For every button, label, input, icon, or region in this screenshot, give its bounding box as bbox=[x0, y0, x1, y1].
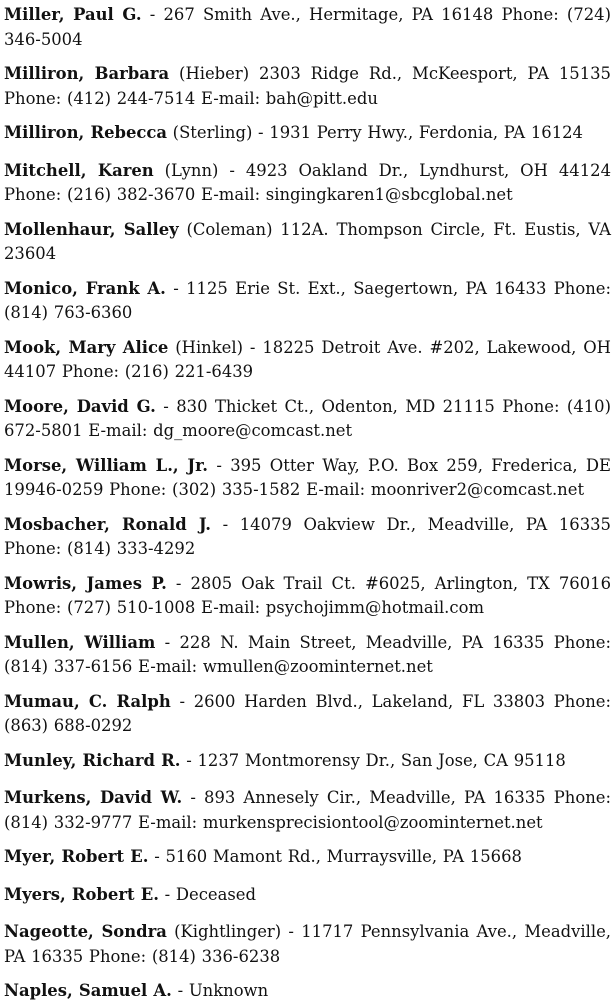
entry-name: Mook, Mary Alice bbox=[4, 337, 169, 357]
directory-entry bbox=[4, 62, 611, 111]
entry-name: Milliron, Barbara bbox=[4, 64, 170, 83]
entry-name: Miller, Paul G. bbox=[4, 5, 142, 24]
directory-entry bbox=[4, 159, 611, 208]
directory-entry bbox=[4, 572, 611, 621]
entry-details: - 1125 Erie St. Ext., Saegertown, PA 16433 Phone: (814) 763-6360 bbox=[4, 278, 611, 322]
entry-details: (Lynn) - 4923 Oakland Dr., Lyndhurst, OH 44124 Phone: (216) 382-3670 E-mail: singingkaren1@sbcglobal.net bbox=[4, 160, 612, 204]
directory-entry bbox=[4, 336, 611, 385]
entry-details: - 893 Annesely Cir., Meadville, PA 16335 Phone: (814) 332-9777 E-mail: murkensprecisiontool@zoominternet.net bbox=[4, 788, 611, 832]
entry-details: - Unknown bbox=[171, 981, 269, 1000]
entry-details: - 267 Smith Ave., Hermitage, PA 16148 Phone: (724) 346-5004 bbox=[4, 5, 611, 49]
entry-name: Mollenhaur, Salley bbox=[4, 219, 179, 239]
entry-name: Myer, Robert E. bbox=[4, 847, 149, 866]
directory-entry bbox=[4, 920, 611, 969]
directory-entry bbox=[4, 883, 611, 908]
directory-entry bbox=[4, 218, 611, 267]
entry-details: - Deceased bbox=[158, 884, 256, 904]
entry-name: Moore, David G. bbox=[4, 396, 156, 416]
directory-entry bbox=[4, 121, 611, 146]
directory-entry bbox=[4, 454, 611, 503]
entry-details: - 395 Otter Way, P.O. Box 259, Frederica, DE 19946-0259 Phone: (302) 335-1582 E-mail: moonriver2@comcast.net bbox=[4, 455, 612, 499]
entry-details: - 228 N. Main Street, Meadville, PA 16335 Phone: (814) 337-6156 E-mail: wmullen@zoominternet.net bbox=[4, 632, 611, 676]
directory-entry bbox=[4, 845, 611, 870]
entry-details: - 2600 Harden Blvd., Lakeland, FL 33803 Phone: (863) 688-0292 bbox=[4, 691, 611, 735]
entry-name: Mumau, C. Ralph bbox=[4, 691, 171, 711]
entry-details: (Hieber) 2303 Ridge Rd., McKeesport, PA 15135 Phone: (412) 244-7514 E-mail: bah@pitt.edu bbox=[4, 64, 611, 108]
entry-details: - 1237 Montmorensy Dr., San Jose, CA 95118 bbox=[180, 750, 566, 770]
entry-name: Murkens, David W. bbox=[4, 788, 183, 807]
entry-name: Mullen, William bbox=[4, 632, 156, 652]
directory-entry bbox=[4, 749, 611, 774]
entry-name: Mitchell, Karen bbox=[4, 160, 154, 180]
entry-details: (Coleman) 112A. Thompson Circle, Ft. Eustis, VA 23604 bbox=[4, 219, 611, 263]
directory-entry bbox=[4, 690, 611, 739]
entry-name: Nageotte, Sondra bbox=[4, 922, 167, 941]
entry-details: (Kightlinger) - 11717 Pennsylvania Ave., Meadville, PA 16335 Phone: (814) 336-6238 bbox=[4, 922, 611, 966]
entry-name: Naples, Samuel A. bbox=[4, 981, 172, 1000]
entry-details: (Sterling) - 1931 Perry Hwy., Ferdonia, PA 16124 bbox=[166, 123, 583, 142]
directory-entry bbox=[4, 3, 611, 52]
entry-name: Mosbacher, Ronald J. bbox=[4, 514, 212, 534]
entry-name: Myers, Robert E. bbox=[4, 884, 159, 904]
entry-name: Mowris, James P. bbox=[4, 573, 167, 593]
entry-details: - 14079 Oakview Dr., Meadville, PA 16335 Phone: (814) 333-4292 bbox=[4, 514, 611, 558]
entry-details: - 830 Thicket Ct., Odenton, MD 21115 Phone: (410) 672-5801 E-mail: dg_moore@comcast.net bbox=[4, 396, 612, 440]
entry-details: - 5160 Mamont Rd., Murraysville, PA 15668 bbox=[148, 847, 522, 866]
directory-entry bbox=[4, 395, 611, 444]
directory-entry bbox=[4, 513, 611, 562]
entry-name: Milliron, Rebecca bbox=[4, 123, 167, 142]
entry-name: Morse, William L., Jr. bbox=[4, 455, 209, 475]
entry-name: Monico, Frank A. bbox=[4, 278, 166, 298]
entry-details: - 2805 Oak Trail Ct. #6025, Arlington, TX 76016 Phone: (727) 510-1008 E-mail: psychojimm@hotmail.com bbox=[4, 573, 611, 617]
directory-entry bbox=[4, 631, 611, 680]
entry-name: Munley, Richard R. bbox=[4, 750, 181, 770]
directory-entry bbox=[4, 786, 611, 835]
entry-details: (Hinkel) - 18225 Detroit Ave. #202, Lakewood, OH 44107 Phone: (216) 221-6439 bbox=[4, 337, 611, 381]
directory-entry bbox=[4, 277, 611, 326]
